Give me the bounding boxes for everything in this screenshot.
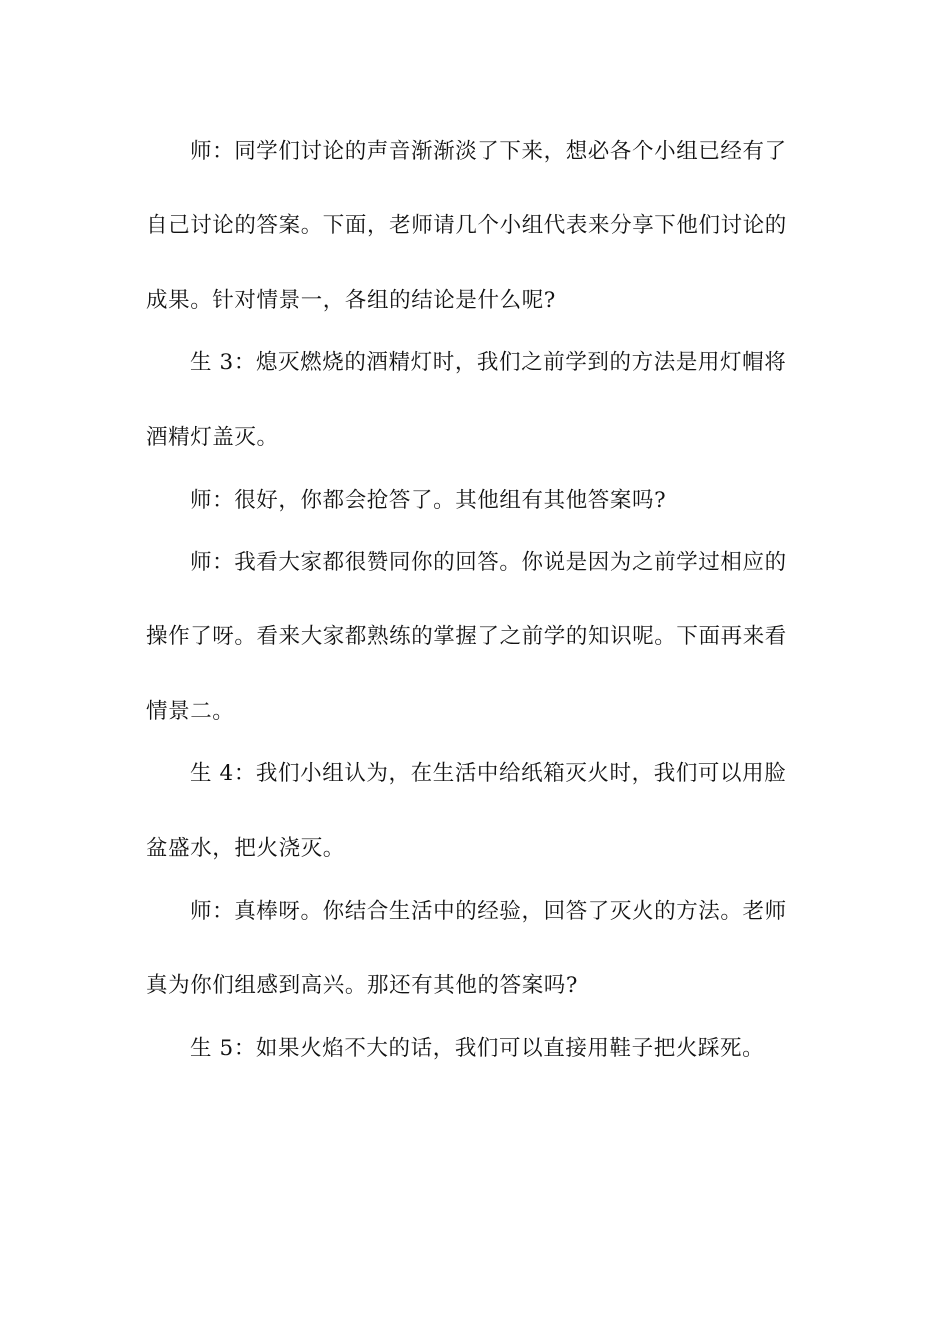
- text-line: 师：我看大家都很赞同你的回答。你说是因为之前学过相应的: [190, 550, 787, 575]
- text-line: 生 5：如果火焰不大的话，我们可以直接用鞋子把火踩死。: [190, 1036, 765, 1061]
- text-line: 师：很好，你都会抢答了。其他组有其他答案吗?: [190, 488, 667, 513]
- text-line: 盆盛水，把火浇灭。: [146, 836, 345, 861]
- text-line: 酒精灯盖灭。: [146, 425, 279, 450]
- text-line: 操作了呀。看来大家都熟练的掌握了之前学的知识呢。下面再来看: [146, 624, 787, 649]
- text-line: 成果。针对情景一，各组的结论是什么呢?: [146, 288, 556, 313]
- text-line: 真为你们组感到高兴。那还有其他的答案吗?: [146, 973, 579, 998]
- text-line: 生 3：熄灭燃烧的酒精灯时，我们之前学到的方法是用灯帽将: [190, 350, 787, 375]
- text-line: 师：真棒呀。你结合生活中的经验，回答了灭火的方法。老师: [190, 899, 787, 924]
- text-line: 自己讨论的答案。下面，老师请几个小组代表来分享下他们讨论的: [146, 213, 787, 238]
- text-line: 师：同学们讨论的声音渐渐淡了下来，想必各个小组已经有了: [190, 139, 787, 164]
- text-line: 生 4：我们小组认为，在生活中给纸箱灭火时，我们可以用脸: [190, 761, 787, 786]
- text-line: 情景二。: [146, 699, 235, 724]
